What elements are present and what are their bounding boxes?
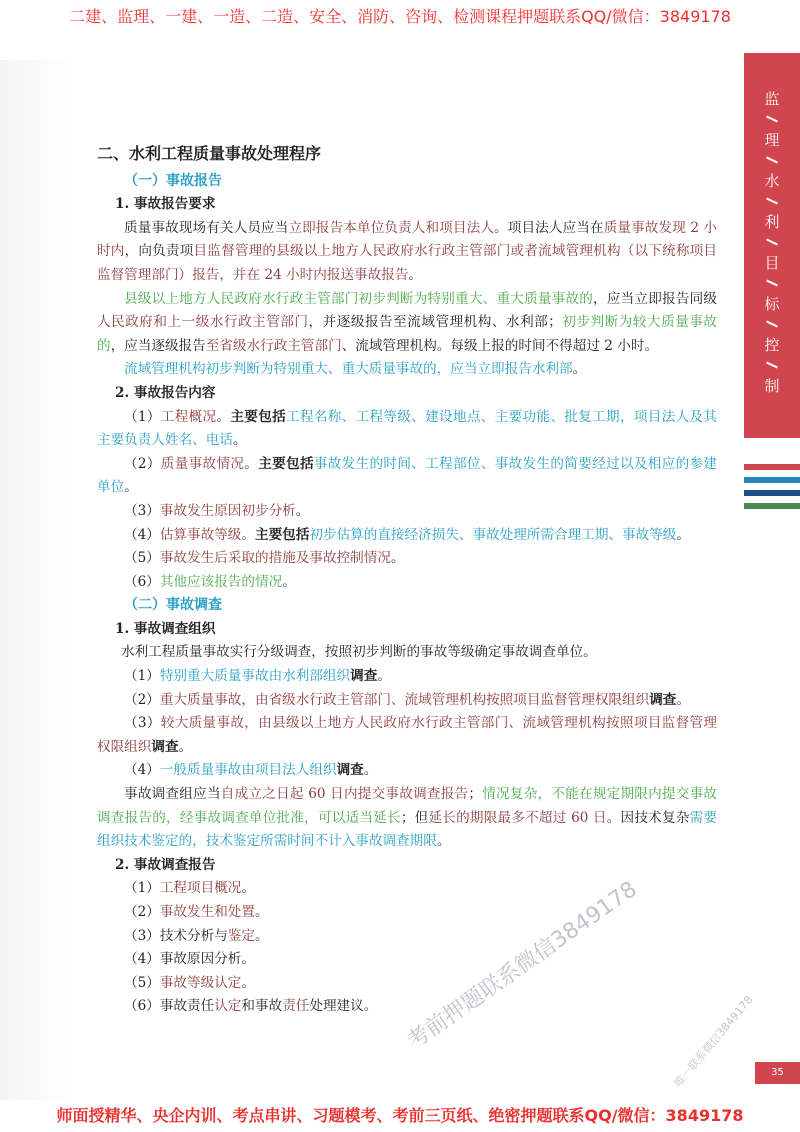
text-segment: 。项目法人应当在 xyxy=(494,219,604,236)
paragraph xyxy=(97,641,717,665)
text-segment: 二、水利工程质量事故处理程序 xyxy=(97,144,322,163)
text-segment: 较大质量事故，由县级以上地方人民政府水行政主管部门、流域管理机构按照项目监督管理权限组织 xyxy=(97,715,717,755)
paragraph xyxy=(97,500,717,524)
top-ad-banner: 二建、监理、一建、一造、二造、安全、消防、咨询、检测课程押题联系QQ/微信：3849178 xyxy=(69,7,731,26)
paragraph xyxy=(97,288,717,359)
text-segment: 事故发生的时间、工程部位、事故发生的简要经过以及相应的参建单位 xyxy=(97,455,718,496)
text-segment: 需要组织技术鉴定的，技术鉴定所需时间不计入事故调查期限 xyxy=(97,809,718,850)
text-segment: 和事故 xyxy=(241,998,283,1015)
text-segment: 。 xyxy=(408,266,423,283)
text-segment: （6） xyxy=(124,573,160,590)
paragraph xyxy=(97,571,717,595)
paragraph xyxy=(97,712,717,759)
bottom-ad-banner: 师面授精华、央企内训、考点串讲、习题模考、考前三页纸、绝密押题联系QQ/微信：3849178 xyxy=(56,1106,744,1125)
paragraph xyxy=(97,453,717,500)
text-segment: 。 xyxy=(232,432,247,449)
paragraph xyxy=(97,358,717,382)
side-tab-char: 利 xyxy=(764,213,780,231)
heading xyxy=(97,382,717,406)
text-segment: 工程概况 xyxy=(160,408,217,425)
text-segment: （1） xyxy=(124,408,161,425)
text-segment: 。 xyxy=(216,408,231,425)
text-segment: （4）事故原因分析。 xyxy=(124,951,255,968)
paragraph xyxy=(97,759,717,783)
text-segment: 1. 事故调查组织 xyxy=(115,620,216,637)
text-segment: 2. 事故报告内容 xyxy=(115,384,216,401)
text-segment: 质量事故现场有关人员应当 xyxy=(124,219,289,236)
text-segment: 。 xyxy=(572,361,587,378)
text-segment: 。 xyxy=(295,502,310,519)
side-tab-separator xyxy=(766,280,778,287)
decor-stripe-navy xyxy=(744,490,800,496)
paragraph xyxy=(97,406,717,453)
heading xyxy=(97,142,717,166)
text-segment: 其他应该报告的情况 xyxy=(159,573,283,590)
text-segment: 目监督管理的县级以上地方人民政府水行政主管部门或者流域管理机构（以下统称项目监督管理部门）报告，并在 24 小时内报送事故报告 xyxy=(97,243,718,283)
text-segment: 至省级水行政主管部门 xyxy=(205,337,342,354)
text-segment: （一）事故报告 xyxy=(124,172,222,189)
side-tab-separator xyxy=(766,198,778,205)
text-segment: 。 xyxy=(676,691,690,708)
text-segment: 主要包括 xyxy=(255,526,310,543)
text-segment: （二）事故调查 xyxy=(124,597,222,614)
text-segment: （3） xyxy=(124,715,161,732)
side-tab-char: 水 xyxy=(764,172,780,190)
text-segment: 。 xyxy=(178,738,193,755)
text-segment: （6）事故责任 xyxy=(124,998,215,1015)
heading xyxy=(97,594,717,618)
text-segment: 主要包括 xyxy=(230,408,287,425)
text-segment: 县级以上地方人民政府水行政主管部门初步判断为特别重大、重大质量事故的 xyxy=(124,290,594,307)
text-segment: 。 xyxy=(676,526,690,543)
text-segment: 初步判断为较大质量事故的 xyxy=(97,314,718,354)
text-segment: 初步估算的直接经济损失、事故处理所需合理工期、事故等级 xyxy=(309,526,677,543)
text-segment: 一般质量事故由项目法人组织 xyxy=(159,762,337,779)
text-segment: 。 xyxy=(363,762,378,779)
heading xyxy=(97,618,717,642)
decor-stripe-blue xyxy=(744,477,800,483)
side-tab-separator xyxy=(766,157,778,164)
side-tab xyxy=(744,53,800,438)
text-segment: 。 xyxy=(124,479,138,496)
paragraph xyxy=(97,217,717,288)
heading xyxy=(97,170,717,194)
heading xyxy=(97,193,717,217)
paragraph xyxy=(97,995,717,1019)
text-segment: （5） xyxy=(124,974,160,991)
text-segment: （5） xyxy=(124,550,160,567)
paragraph xyxy=(97,524,717,548)
page-number: 35 xyxy=(755,1062,800,1084)
text-segment: （2） xyxy=(124,455,161,472)
text-segment: 1. 事故报告要求 xyxy=(115,196,216,213)
side-tab-separator xyxy=(766,116,778,123)
watermark-right: 唯一联系微信3849178 xyxy=(671,993,756,1090)
text-segment: 质量事故情况 xyxy=(160,455,245,472)
paragraph xyxy=(97,925,717,949)
text-segment: （1） xyxy=(124,668,160,685)
paragraph xyxy=(97,689,717,713)
text-segment: 认定 xyxy=(214,998,242,1015)
text-segment: 。因技术复杂 xyxy=(606,809,690,826)
side-tab-char: 监 xyxy=(764,90,780,108)
text-segment: 调查 xyxy=(151,738,179,755)
side-tab-separator xyxy=(766,321,778,328)
text-segment: 自成立之日起 60 日内提交事故调查报告 xyxy=(220,786,469,803)
text-segment: 特别重大质量事故由水利部组织 xyxy=(159,668,351,685)
text-segment: 、流域管理机构。每级上报的时间不得超过 2 小时。 xyxy=(341,337,659,354)
text-segment: （4） xyxy=(124,762,160,779)
text-segment: 2. 事故调查报告 xyxy=(115,856,216,873)
text-segment: 事故发生后采取的措施及事故控制情况 xyxy=(159,550,391,567)
text-segment: 调查 xyxy=(350,668,378,685)
text-segment: （3）技术分析与 xyxy=(124,927,228,944)
paragraph xyxy=(97,972,717,996)
text-segment: 水利工程质量事故实行分级调查，按照初步判断的事故等级确定事故调查单位。 xyxy=(121,644,597,661)
paragraph xyxy=(97,948,717,972)
text-segment: 调查 xyxy=(336,762,364,779)
side-tab-char: 标 xyxy=(764,295,780,313)
text-segment: ，并逐级报告至流域管理机构、水利部； xyxy=(308,314,562,331)
text-segment: 重大质量事故，由省级水行政主管部门、流域管理机构按照项目监督管理权限组织 xyxy=(159,691,650,708)
side-tab-char: 目 xyxy=(764,254,780,272)
text-segment: 主要包括 xyxy=(258,455,314,472)
text-segment: 调查 xyxy=(649,691,677,708)
text-segment: 事故等级认定 xyxy=(159,974,242,991)
text-segment: （2） xyxy=(124,691,160,708)
decor-stripe-green xyxy=(744,503,800,509)
text-segment: 延长的期限最多不超过 60 日 xyxy=(428,809,607,826)
decor-stripe-red xyxy=(744,464,800,470)
text-segment: ，向负责项 xyxy=(124,243,194,260)
side-tab-separator xyxy=(766,362,778,369)
page-edge-shadow xyxy=(0,60,70,1100)
text-segment: 立即报告本单位负责人和项目法人 xyxy=(288,219,495,236)
text-segment: 。 xyxy=(244,455,259,472)
text-segment: 质量事故发现 2 小时内 xyxy=(97,219,718,260)
text-segment: 。 xyxy=(282,573,296,590)
text-segment: （2） xyxy=(124,904,160,920)
text-segment: ；但 xyxy=(400,809,429,826)
text-segment: 事故发生和处置 xyxy=(159,904,255,920)
side-tab-separator xyxy=(766,239,778,246)
text-segment: ，应当逐级报告 xyxy=(110,337,206,354)
text-segment: 情况复杂，不能在规定期限内提交事故调查报告的，经事故调查单位批准，可以适当延长 xyxy=(97,786,718,826)
text-segment: 工程项目概况 xyxy=(159,880,242,897)
side-tab-char: 制 xyxy=(764,377,780,395)
text-segment: 。 xyxy=(255,927,269,944)
text-segment: 事故调查组应当 xyxy=(124,786,221,803)
text-segment: ； xyxy=(468,786,482,803)
text-segment: 责任 xyxy=(282,998,310,1015)
side-tab-char: 控 xyxy=(764,336,780,354)
text-segment: 估算事故等级 xyxy=(159,526,242,543)
text-segment: 事故发生原因初步分析 xyxy=(159,502,296,519)
text-segment: 。 xyxy=(377,668,391,685)
paragraph xyxy=(97,665,717,689)
text-segment: （4） xyxy=(124,526,160,543)
text-segment: 。 xyxy=(241,974,255,991)
text-segment: 。 xyxy=(390,550,405,567)
paragraph xyxy=(97,783,717,854)
text-segment: 鉴定 xyxy=(227,927,255,944)
text-segment: 。 xyxy=(241,526,255,543)
watermark-center: 考前押题联系微信3849178 xyxy=(402,876,642,1055)
side-tab-char: 理 xyxy=(764,131,780,149)
text-segment: （3） xyxy=(124,502,160,519)
text-segment: 人民政府和上一级水行政主管部门 xyxy=(97,314,309,331)
text-segment: 。 xyxy=(255,904,269,920)
text-segment: ，应当立即报告同级 xyxy=(593,290,718,307)
text-segment: 。 xyxy=(436,833,451,850)
text-segment: 工程名称、工程等级、建设地点、主要功能、批复工期，项目法人及其主要负责人姓名、电话 xyxy=(97,408,718,449)
text-segment: 。 xyxy=(241,880,255,897)
paragraph xyxy=(97,547,717,571)
text-segment: 流域管理机构初步判断为特别重大、重大质量事故的，应当立即报告水利部 xyxy=(124,361,573,378)
text-segment: （1） xyxy=(124,880,160,897)
text-segment: 处理建议。 xyxy=(309,998,378,1015)
